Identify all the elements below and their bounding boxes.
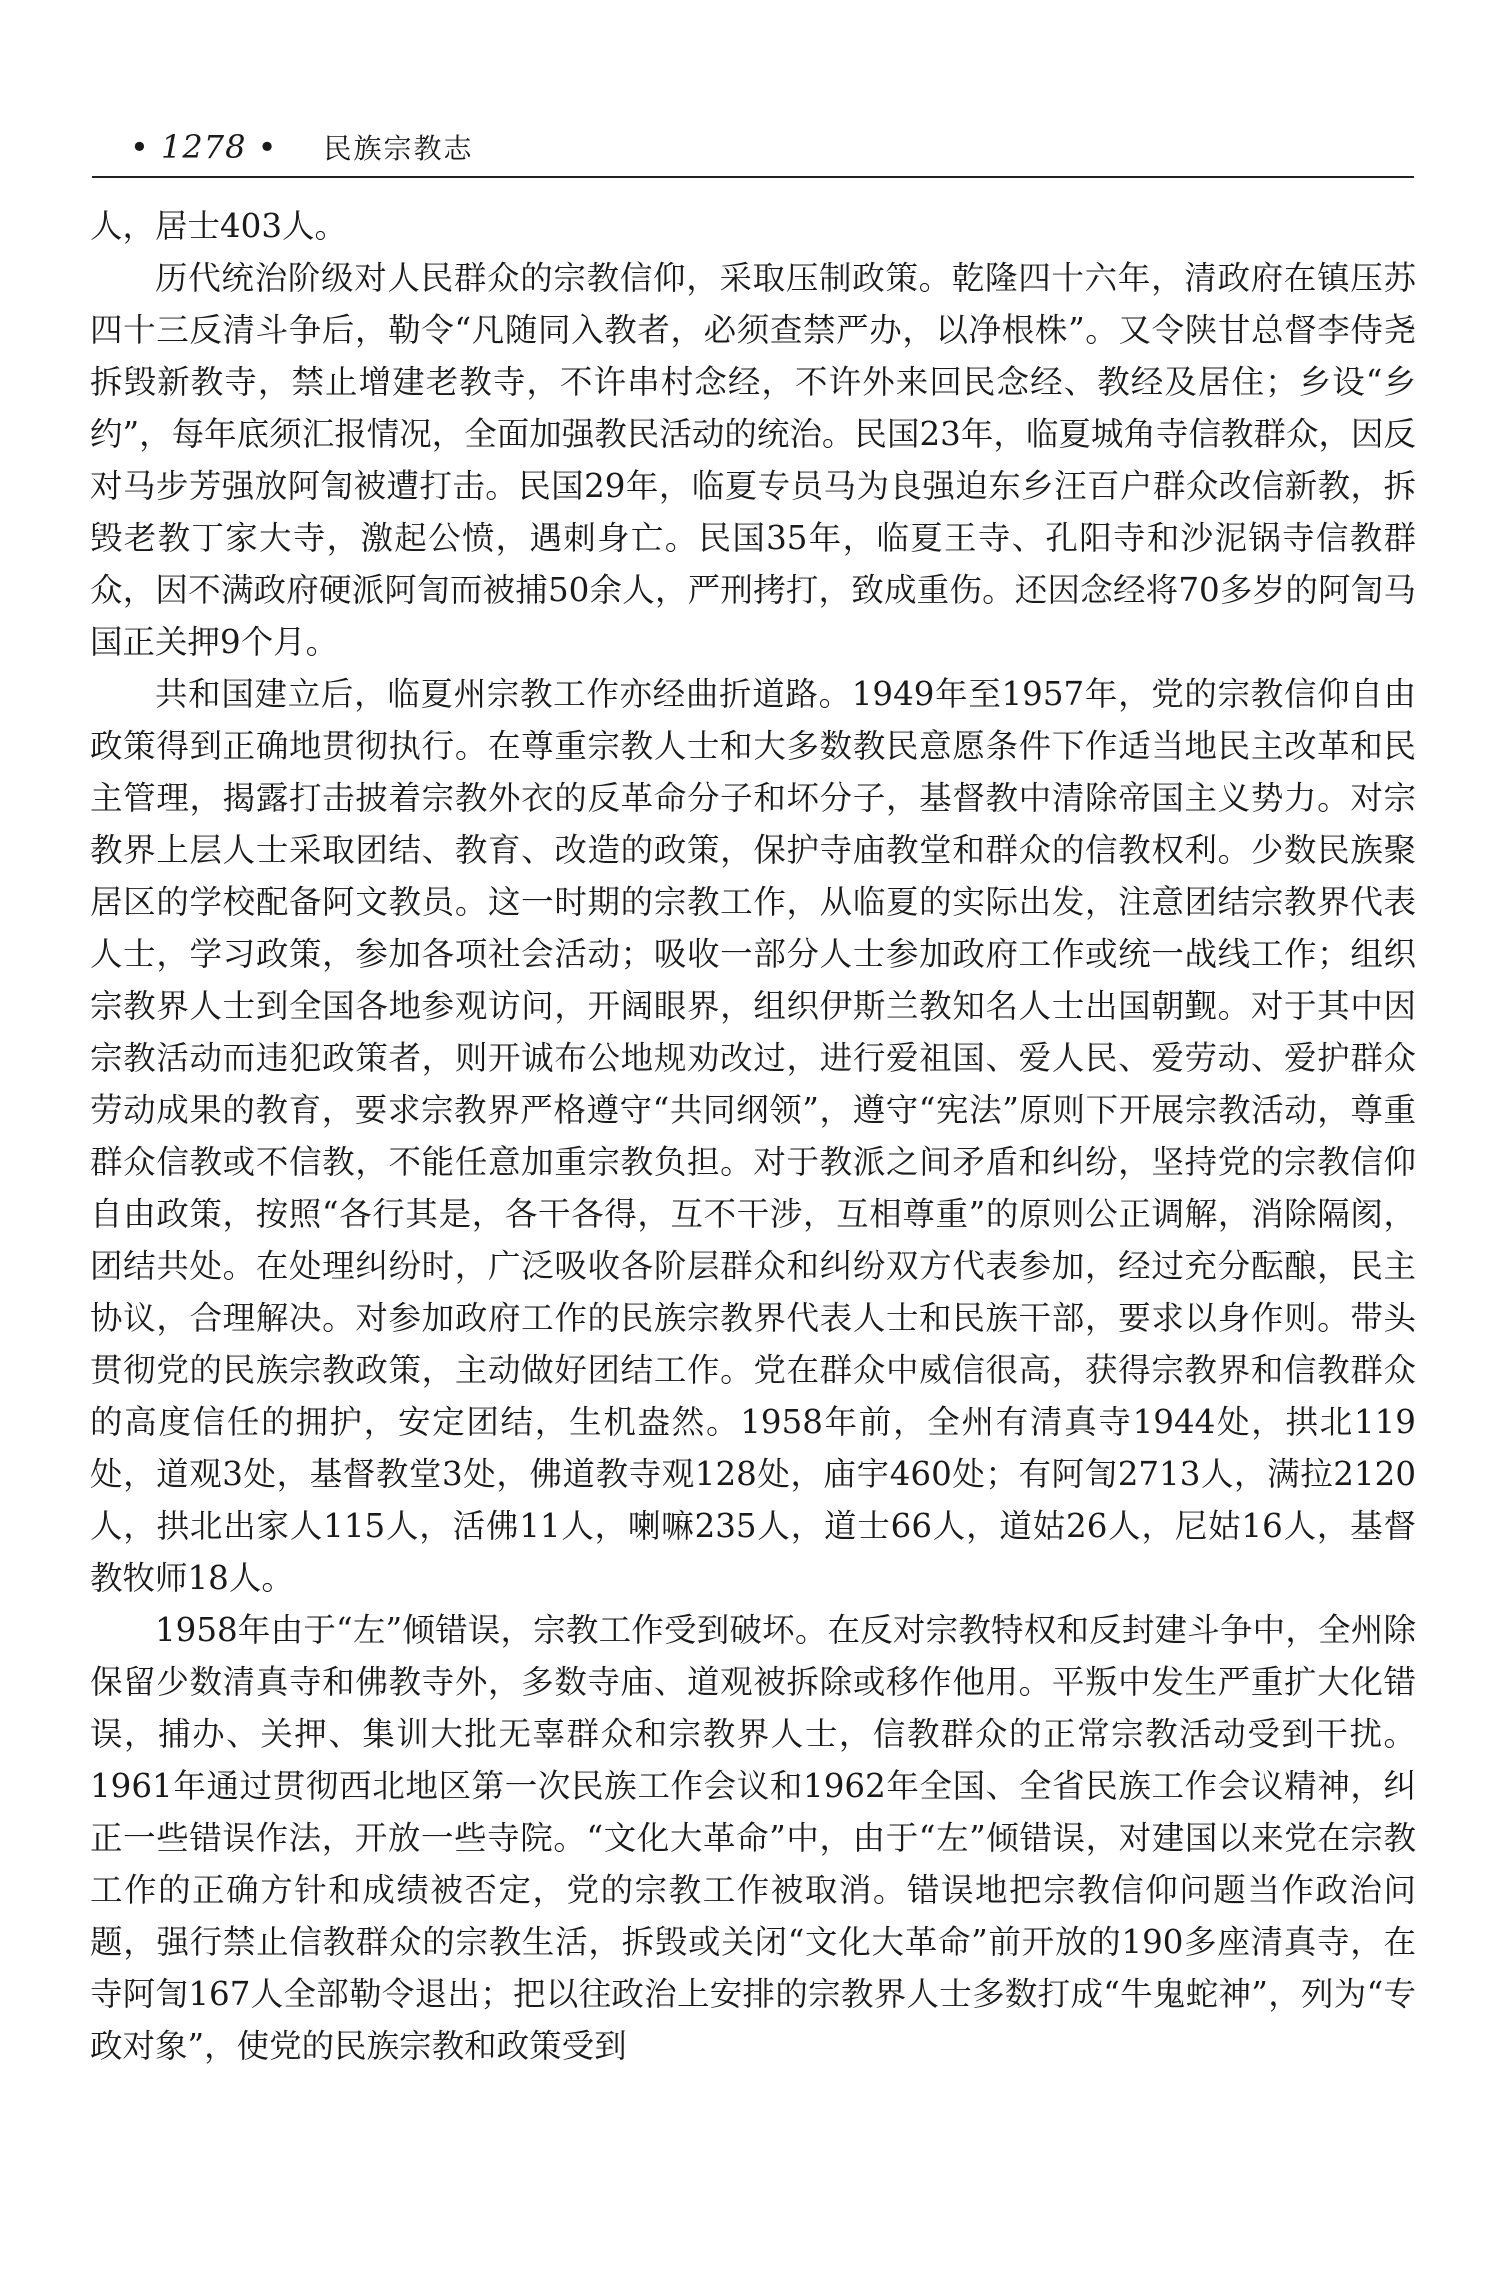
running-title: 民族宗教志 [323,132,474,165]
page-number: • 1278 • [130,128,278,166]
page-header [130,112,1415,182]
paragraph-1: 人，居士403人。 [90,207,348,245]
paragraph-2: 历代统治阶级对人民群众的宗教信仰，采取压制政策。乾隆四十六年，清政府在镇压苏四十三反清斗争后，勒令“凡随同入教者，必须查禁严办，以净根株”。又令陕甘总督李侍尧拆毁新教寺，禁止增建老教寺，不许串村念经，不许外来回民念经、教经及居住；乡设“乡约”，每年底须汇报情况，全面加强教民活动的统治。民国23年，临夏城角寺信教群众，因反对马步芳强放阿訇被遭打击。民国29年，临夏专员马为良强迫东乡汪百户群众改信新教，拆毁老教丁家大寺，激起公愤，遇刺身亡。民国35年，临夏王寺、孔阳寺和沙泥锅寺信教群众，因不满政府硬派阿訇而被捕50余人，严刑拷打，致成重伤。还因念经将70多岁的阿訇马国正关押9个月。 [90,259,1416,661]
header-rule [92,176,1414,178]
paragraph-3: 共和国建立后，临夏州宗教工作亦经曲折道路。1949年至1957年，党的宗教信仰自由政策得到正确地贯彻执行。在尊重宗教人士和大多数教民意愿条件下作适当地民主改革和民主管理，揭露打击披着宗教外衣的反革命分子和坏分子，基督教中清除帝国主义势力。对宗教界上层人士采取团结、教育、改造的政策，保护寺庙教堂和群众的信教权利。少数民族聚居区的学校配备阿文教员。这一时期的宗教工作，从临夏的实际出发，注意团结宗教界代表人士，学习政策，参加各项社会活动；吸收一部分人士参加政府工作或统一战线工作；组织宗教界人士到全国各地参观访问，开阔眼界，组织伊斯兰教知名人士出国朝觐。对于其中因宗教活动而违犯政策者，则开诚布公地规劝改过，进行爱祖国、爱人民、爱劳动、爱护群众劳动成果的教育，要求宗教界严格遵守“共同纲领”，遵守“宪法”原则下开展宗教活动，尊重群众信教或不信教，不能任意加重宗教负担。对于教派之间矛盾和纠纷，坚持党的宗教信仰自由政策，按照“各行其是，各干各得，互不干涉，互相尊重”的原则公正调解，消除隔阂，团结共处。在处理纠纷时，广泛吸收各阶层群众和纠纷双方代表参加，经过充分酝酿，民主协议，合理解决。对参加政府工作的民族宗教界代表人士和民族干部，要求以身作则。带头贯彻党的民族宗教政策，主动做好团结工作。党在群众中威信很高，获得宗教界和信教群众的高度信任的拥护，安定团结，生机盎然。1958年前，全州有清真寺1944处，拱北119处，道观3处，基督教堂3处，佛道教寺观128处，庙宇460处；有阿訇2713人，满拉2120人，拱北出家人115人，活佛11人，喇嘛235人，道士66人，道姑26人，尼姑16人，基督教牧师18人。 [90,675,1416,1597]
body-text [90,200,1416,2072]
paragraph-4: 1958年由于“左”倾错误，宗教工作受到破坏。在反对宗教特权和反封建斗争中，全州除保留少数清真寺和佛教寺外，多数寺庙、道观被拆除或移作他用。平叛中发生严重扩大化错误，捕办、关押、集训大批无辜群众和宗教界人士，信教群众的正常宗教活动受到干扰。1961年通过贯彻西北地区第一次民族工作会议和1962年全国、全省民族工作会议精神，纠正一些错误作法，开放一些寺院。“文化大革命”中，由于“左”倾错误，对建国以来党在宗教工作的正确方针和成绩被否定，党的宗教工作被取消。错误地把宗教信仰问题当作政治问题，强行禁止信教群众的宗教生活，拆毁或关闭“文化大革命”前开放的190多座清真寺，在寺阿訇167人全部勒令退出；把以往政治上安排的宗教界人士多数打成“牛鬼蛇神”，列为“专政对象”，使党的民族宗教和政策受到 [90,1611,1416,2065]
